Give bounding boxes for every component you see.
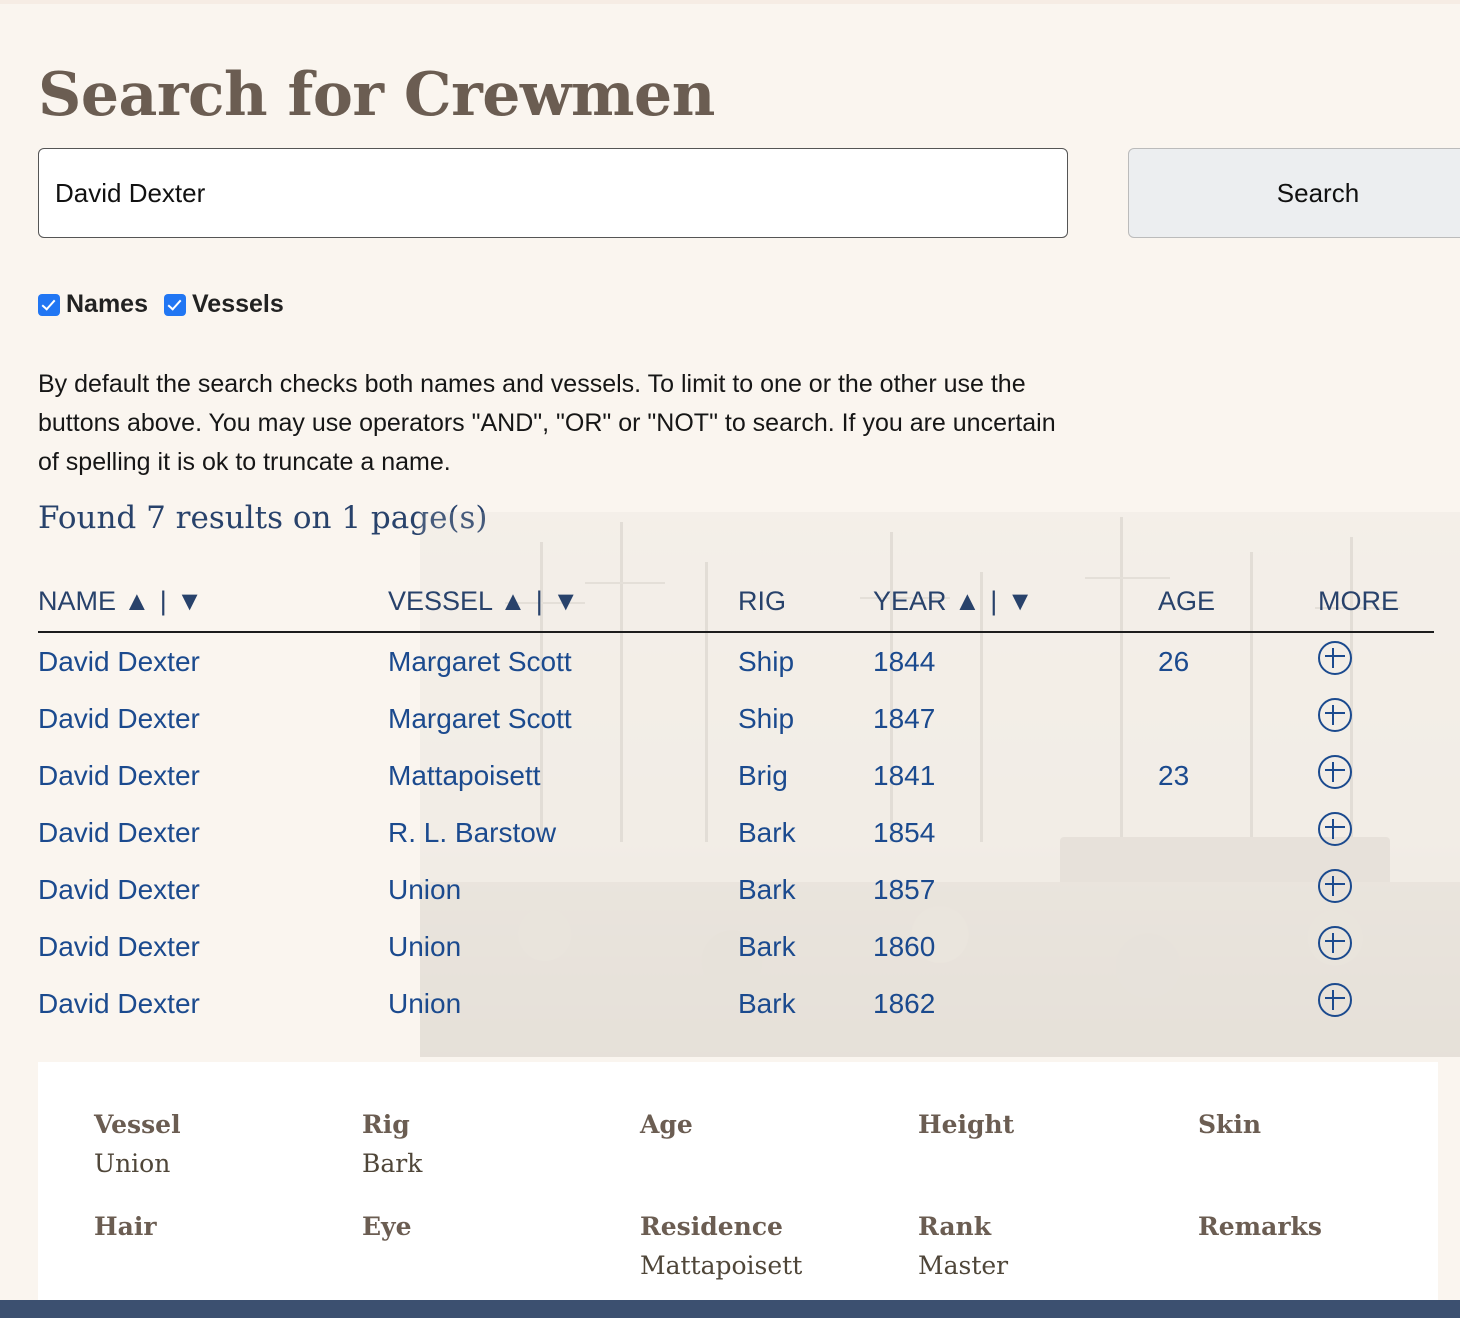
cell-more[interactable] <box>1318 975 1434 1032</box>
cell-vessel[interactable]: Union <box>388 987 462 1019</box>
detail-value-rig: Bark <box>362 1149 423 1178</box>
column-header-name-label: NAME <box>38 586 117 616</box>
cell-rig: Bark <box>738 816 796 848</box>
names-checkbox-label: Names <box>66 290 148 318</box>
cell-age: 26 <box>1158 645 1190 677</box>
results-summary: Found 7 results on 1 page(s) <box>38 500 488 536</box>
cell-age: 23 <box>1158 759 1190 791</box>
detail-label-eye: Eye <box>362 1212 412 1241</box>
table-row[interactable] <box>38 747 1434 804</box>
cell-vessel[interactable]: Margaret Scott <box>388 702 572 734</box>
cell-age <box>1158 975 1318 1032</box>
detail-label-height: Height <box>918 1110 1015 1139</box>
cell-name[interactable]: David Dexter <box>38 930 200 962</box>
cell-rig: Bark <box>738 987 796 1019</box>
column-header-year-label: YEAR <box>873 586 947 616</box>
crewman-detail-panel <box>38 1062 1438 1300</box>
detail-label-age: Age <box>640 1110 693 1139</box>
detail-label-hair: Hair <box>94 1212 157 1241</box>
cell-rig: Ship <box>738 702 795 734</box>
column-header-vessel[interactable] <box>388 580 738 632</box>
cell-year: 1841 <box>873 759 936 791</box>
cell-name[interactable]: David Dexter <box>38 816 200 848</box>
detail-label-remarks: Remarks <box>1198 1212 1322 1241</box>
cell-rig: Brig <box>738 759 788 791</box>
cell-year: 1862 <box>873 987 936 1019</box>
table-row[interactable] <box>38 975 1434 1032</box>
cell-more[interactable] <box>1318 747 1434 804</box>
detail-label-skin: Skin <box>1198 1110 1262 1139</box>
search-help-text: By default the search checks both names and vessels. To limit to one or the other use the buttons above. You may use operators "AND", "OR" or "NOT" to search. If you are uncertain of spelling it is ok to truncate a name. <box>38 370 1056 476</box>
vessels-checkbox[interactable] <box>164 294 186 316</box>
results-table <box>38 580 1434 1032</box>
cell-vessel[interactable]: Union <box>388 873 462 905</box>
cell-name[interactable]: David Dexter <box>38 645 200 677</box>
cell-age <box>1158 690 1318 747</box>
table-row[interactable] <box>38 632 1434 690</box>
cell-year: 1857 <box>873 873 936 905</box>
column-header-rig: RIG <box>738 580 873 632</box>
expand-plus-icon[interactable] <box>1318 926 1352 960</box>
cell-vessel[interactable]: Mattapoisett <box>388 759 541 791</box>
sort-arrows-vessel[interactable]: ▲ | ▼ <box>499 586 581 616</box>
detail-label-vessel: Vessel <box>94 1110 181 1139</box>
expand-plus-icon[interactable] <box>1318 641 1352 675</box>
cell-age <box>1158 918 1318 975</box>
column-header-age: AGE <box>1158 580 1318 632</box>
expand-plus-icon[interactable] <box>1318 755 1352 789</box>
column-header-vessel-label: VESSEL <box>388 586 493 616</box>
cell-more[interactable] <box>1318 861 1434 918</box>
cell-age <box>1158 804 1318 861</box>
cell-year: 1854 <box>873 816 936 848</box>
detail-label-rig: Rig <box>362 1110 410 1139</box>
column-header-name[interactable] <box>38 580 388 632</box>
table-header-row <box>38 580 1434 632</box>
column-header-year[interactable] <box>873 580 1158 632</box>
search-button[interactable]: Search <box>1128 148 1460 238</box>
footer-bar <box>0 1300 1460 1318</box>
cell-age <box>1158 861 1318 918</box>
vessels-checkbox-label: Vessels <box>192 290 284 318</box>
expand-plus-icon[interactable] <box>1318 983 1352 1017</box>
detail-value-age <box>640 1149 918 1206</box>
detail-value-skin <box>1198 1149 1460 1206</box>
top-accent-bar <box>0 0 1460 4</box>
expand-plus-icon[interactable] <box>1318 869 1352 903</box>
cell-name[interactable]: David Dexter <box>38 987 200 1019</box>
detail-value-vessel: Union <box>94 1149 171 1178</box>
page-title: Search for Crewmen <box>38 60 715 131</box>
cell-more[interactable] <box>1318 804 1434 861</box>
table-row[interactable] <box>38 690 1434 747</box>
table-row[interactable] <box>38 918 1434 975</box>
cell-year: 1847 <box>873 702 936 734</box>
cell-rig: Bark <box>738 930 796 962</box>
cell-vessel[interactable]: Union <box>388 930 462 962</box>
cell-more[interactable] <box>1318 632 1434 690</box>
detail-value-residence: Mattapoisett <box>640 1251 803 1280</box>
detail-value-height <box>918 1149 1198 1206</box>
cell-year: 1844 <box>873 645 936 677</box>
cell-vessel[interactable]: Margaret Scott <box>388 645 572 677</box>
cell-vessel[interactable]: R. L. Barstow <box>388 816 557 848</box>
cell-year: 1860 <box>873 930 936 962</box>
cell-name[interactable]: David Dexter <box>38 873 200 905</box>
cell-name[interactable]: David Dexter <box>38 702 200 734</box>
detail-label-residence: Residence <box>640 1212 783 1241</box>
names-checkbox[interactable] <box>38 294 60 316</box>
search-scope-checkboxes <box>38 290 300 319</box>
cell-more[interactable] <box>1318 918 1434 975</box>
table-row[interactable] <box>38 861 1434 918</box>
cell-name[interactable]: David Dexter <box>38 759 200 791</box>
expand-plus-icon[interactable] <box>1318 812 1352 846</box>
cell-rig: Ship <box>738 645 795 677</box>
cell-rig: Bark <box>738 873 796 905</box>
table-row[interactable] <box>38 804 1434 861</box>
detail-label-rank: Rank <box>918 1212 992 1241</box>
sort-arrows-name[interactable]: ▲ | ▼ <box>123 586 204 616</box>
expand-plus-icon[interactable] <box>1318 698 1352 732</box>
cell-more[interactable] <box>1318 690 1434 747</box>
column-header-more: MORE <box>1318 580 1434 632</box>
search-input[interactable] <box>38 148 1068 238</box>
sort-arrows-year[interactable]: ▲ | ▼ <box>954 586 1035 616</box>
detail-value-rank: Master <box>918 1251 1009 1280</box>
